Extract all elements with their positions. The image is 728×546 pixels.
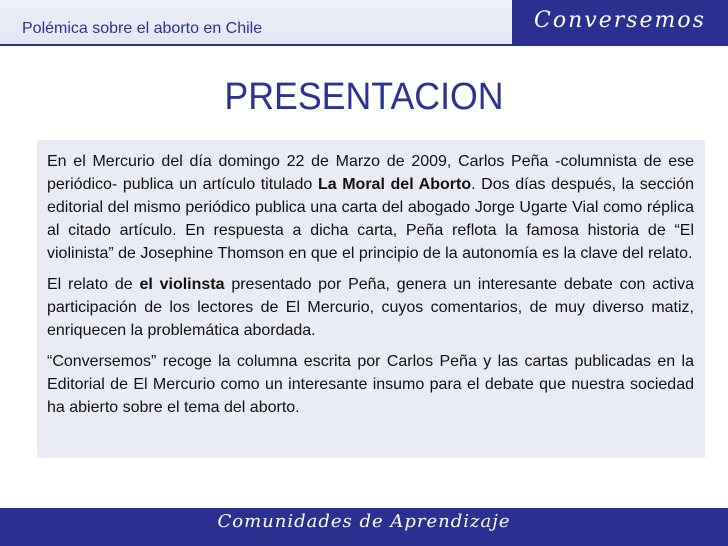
- paragraph-2: [47, 273, 694, 342]
- footer-text: Comunidades de Aprendizaje: [217, 511, 511, 532]
- article-title-bold: La Moral del Aborto: [317, 176, 472, 193]
- page-title: PRESENTACION: [224, 76, 504, 118]
- violinist-bold: el violinsta: [139, 276, 225, 293]
- paragraph-1-text-a: En el Mercurio del día domingo 22 de Marzo de 2009, Carlos Peña -columnista de ese periódico- publica un artículo titulado: [47, 153, 694, 193]
- header-title: Polémica sobre el aborto en Chile: [22, 20, 263, 37]
- paragraph-2-text-a: El relato de: [47, 276, 140, 293]
- paragraph-1-text-b: . Dos días después, la sección editorial del mismo periódico publica una carta del abogado Jorge Ugarte Vial como réplica al citado artículo. En respuesta a dicha carta, Peña reflota la famosa historia de “El violinista” de Josephine Thomson en que el principio de la autonomía es la clave del relato.: [47, 176, 695, 262]
- paragraph-3-text: “Conversemos” recoge la columna escrita por Carlos Peña y las cartas publicadas en la Editorial de El Mercurio como un interesante insumo para el debate que nuestra sociedad ha abierto sobre el tema del aborto.: [47, 353, 694, 416]
- paragraph-3: [47, 350, 694, 419]
- footer-bar: [0, 508, 728, 546]
- content-box: [37, 140, 705, 458]
- paragraph-1: [47, 150, 694, 265]
- brand-logo-text: Conversemos: [534, 8, 706, 33]
- paragraph-2-text-b: presentado por Peña, genera un interesante debate con activa participación de los lectores de El Mercurio, cuyos comentarios, de muy diverso matiz, enriquecen la problemática abordada.: [47, 276, 695, 339]
- header-bar: [0, 0, 728, 46]
- brand-box: [512, 0, 728, 44]
